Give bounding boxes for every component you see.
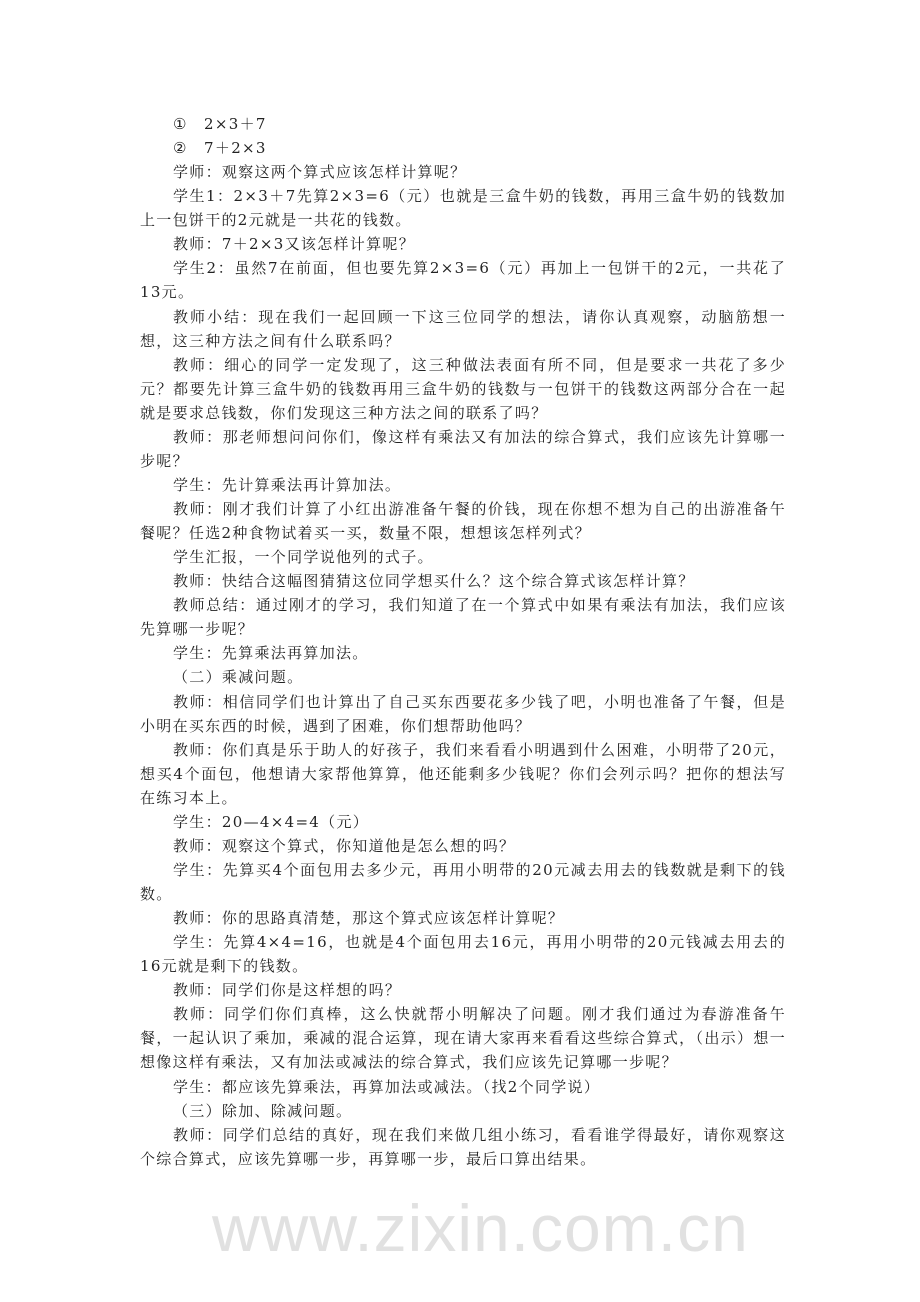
watermark: www.zixin.com.cn (212, 1191, 749, 1265)
paragraph: 学生：先算4×4=16，也就是4个面包用去16元，再用小明带的20元钱减去用去的16元就是剩下的钱数。 (140, 933, 786, 976)
paragraph: 教师：你的思路真清楚，那这个算式应该怎样计算呢？ (173, 909, 565, 928)
paragraph: （二）乘减问题。 (173, 668, 304, 687)
paragraph: 学生1：2×3＋7先算2×3=6（元）也就是三盒牛奶的钱数，再用三盒牛奶的钱数加上一包饼干的2元就是一共花的钱数。 (140, 187, 786, 230)
paragraph: 学生：先算买4个面包用去多少元，再用小明带的20元减去用去的钱数就是剩下的钱数。 (140, 860, 786, 903)
paragraph: 教师：同学们总结的真好，现在我们来做几组小练习，看看谁学得最好，请你观察这个综合算式，应该先算哪一步，再算哪一步，最后口算出结果。 (140, 1125, 786, 1168)
paragraph: 教师：那老师想问问你们，像这样有乘法又有加法的综合算式，我们应该先计算哪一步呢？ (140, 427, 786, 470)
paragraph: 教师：相信同学们也计算出了自己买东西要花多少钱了吧，小明也准备了午餐，但是小明在买东西的时候，遇到了困难，你们想帮助他吗？ (140, 692, 786, 735)
paragraph: 学生2：虽然7在前面，但也要先算2×3=6（元）再加上一包饼干的2元，一共花了13元。 (140, 259, 786, 302)
paragraph: 教师：刚才我们计算了小红出游准备午餐的价钱，现在你想不想为自己的出游准备午餐呢？任选2种食物试着买一买，数量不限，想想该怎样列式？ (140, 500, 786, 543)
paragraph: 教师：同学们你是这样想的吗？ (173, 981, 402, 1000)
paragraph: ② 7＋2×3 (173, 139, 267, 158)
paragraph: （三）除加、除减问题。 (173, 1101, 353, 1120)
paragraph: 教师：你们真是乐于助人的好孩子，我们来看看小明遇到什么困难，小明带了20元，想买4个面包，他想请大家帮他算算，他还能剩多少钱呢？你们会列示吗？把你的想法写在练习本上。 (140, 740, 786, 807)
paragraph: 教师：细心的同学一定发现了，这三种做法表面有所不同，但是要求一共花了多少元？都要先计算三盒牛奶的钱数再用三盒牛奶的钱数与一包饼干的钱数这两部分合在一起就是要求总钱数，你们发现这三种方法之间的联系了吗？ (140, 355, 786, 422)
paragraph: 学生：都应该先算乘法，再算加法或减法。（找2个同学说） (173, 1077, 601, 1096)
paragraph: 学生汇报，一个同学说他列的式子。 (173, 548, 434, 567)
paragraph: 教师：观察这个算式，你知道他是怎么想的吗？ (173, 836, 516, 855)
paragraph: 学生：20—4×4=4（元） (173, 812, 370, 831)
paragraph: 学生：先算乘法再算加法。 (173, 644, 369, 663)
paragraph: ① 2×3＋7 (173, 115, 267, 133)
document-body (140, 112, 786, 1171)
paragraph: 教师：同学们你们真棒，这么快就帮小明解决了问题。刚才我们通过为春游准备午餐，一起认识了乘加，乘减的混合运算，现在请大家再来看看这些综合算式，（出示）想一想像这样有乘法，又有加法或减法的综合算式，我们应该先记算哪一步呢？ (140, 1005, 786, 1072)
paragraph: 学生：先计算乘法再计算加法。 (173, 475, 402, 494)
paragraph: 学师：观察这两个算式应该怎样计算呢？ (173, 163, 467, 182)
paragraph: 教师：快结合这幅图猜猜这位同学想买什么？这个综合算式该怎样计算？ (173, 572, 695, 591)
paragraph: 教师：7＋2×3又该怎样计算呢？ (173, 235, 415, 254)
paragraph: 教师总结：通过刚才的学习，我们知道了在一个算式中如果有乘法有加法，我们应该先算哪一步呢？ (140, 596, 786, 639)
paragraph: 教师小结：现在我们一起回顾一下这三位同学的想法，请你认真观察，动脑筋想一想，这三种方法之间有什么联系吗？ (140, 307, 786, 350)
